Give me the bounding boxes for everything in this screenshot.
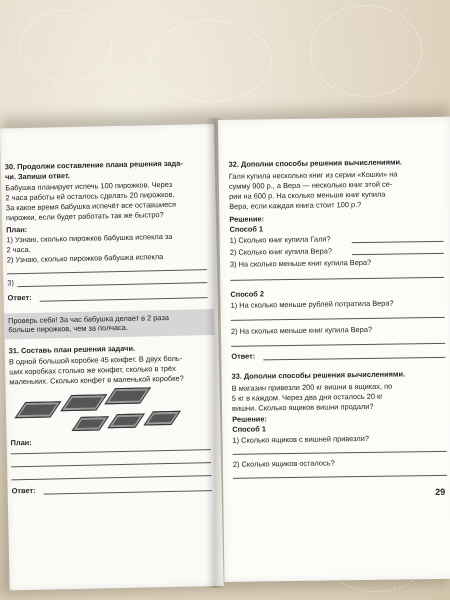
big-box-illustration: [60, 394, 107, 411]
task33-text: вишни. Сколько ящиков вишни продали?: [231, 401, 374, 413]
write-line[interactable]: [352, 241, 444, 243]
big-box-illustration: [104, 387, 151, 404]
write-line[interactable]: [233, 475, 447, 479]
method-2-item: 1) На сколько меньше рублей потратила Вера?: [230, 298, 394, 310]
small-box-illustration: [143, 411, 181, 426]
plan-item: 2 часа.: [6, 244, 31, 255]
method-1-item: 3) На сколько меньше книг купила Вера?: [229, 257, 372, 269]
write-line[interactable]: [230, 277, 444, 281]
solution-label: Решение:: [229, 214, 265, 224]
method-2-label: Способ 2: [230, 289, 265, 299]
task32-text: Галя купила несколько книг из серии «Кошки» на: [228, 169, 398, 181]
task32-text: Вера, если каждая книга стоит 100 р.?: [229, 200, 362, 211]
lace-pattern: [150, 20, 272, 102]
left-page: [0, 124, 224, 590]
right-page: [218, 117, 450, 582]
task31-text: В одной большой коробке 45 конфет. В двух боль-: [8, 353, 183, 367]
task33-item: 2) Сколько ящиков осталось?: [232, 458, 335, 469]
write-line[interactable]: [17, 282, 207, 287]
method-2-item: 2) На сколько меньше книг купила Вера?: [230, 324, 373, 336]
lace-pattern: [20, 10, 112, 82]
answer-line[interactable]: [40, 297, 208, 302]
plan-label-2: План:: [10, 437, 32, 448]
small-box-illustration: [71, 416, 109, 431]
write-line[interactable]: [11, 449, 211, 454]
task33-item: 1) Сколько ящиков с вишней привезли?: [232, 433, 370, 445]
big-box-illustration: [15, 401, 62, 418]
plan-item: 1) Узнаю, сколько пирожков бабушка испекла за: [6, 231, 173, 245]
check-text: Проверь себя! За час бабушка делает в 2 раза: [7, 312, 169, 326]
plan-item: 2) Узнаю, сколько пирожков бабушка испекла: [6, 252, 164, 265]
write-line[interactable]: [11, 462, 211, 467]
task30-title: 30. Продолжи составление плана решения зада-: [4, 158, 183, 172]
answer-line[interactable]: [44, 490, 212, 495]
method-1-label: Способ 1: [229, 224, 264, 234]
task32-title: 32. Дополни способы решения вычислениями.: [228, 157, 403, 169]
write-line[interactable]: [231, 317, 445, 321]
small-box-illustration: [107, 414, 145, 429]
page-number: 29: [435, 486, 446, 498]
write-line[interactable]: [352, 253, 444, 255]
task30-text: За какое время бабушка испечёт все оставшиеся: [5, 199, 177, 213]
task33-text: В магазин привезли 200 кг вишни в ящиках, по: [231, 381, 393, 393]
task30-text: пирожки, если будет работать так же быстро?: [5, 210, 164, 223]
method-1-item: 1) Сколько книг купила Галя?: [229, 234, 331, 245]
task31-title: 31. Составь план решения задачи.: [8, 343, 136, 356]
task33-text: 5 кг в каждом. Через два дня осталось 20 кг: [231, 391, 383, 403]
task30-title-cont: чи. Запиши ответ.: [4, 171, 71, 182]
write-line[interactable]: [231, 343, 445, 347]
task30-text: Бабушка планирует испечь 100 пирожков. Через: [5, 179, 173, 193]
task31-text: ших коробках столько же конфет, сколько в трёх: [9, 363, 176, 377]
answer-label: Ответ:: [7, 292, 32, 303]
task32-text: сумму 900 р., а Вера — несколько книг этой се-: [228, 179, 393, 191]
method-1b-label: Способ 1: [232, 424, 266, 434]
write-line[interactable]: [233, 451, 447, 455]
task32-text: рии на 600 р. На сколько меньше книг купила: [229, 189, 386, 201]
task33-title: 33. Дополни способы решения вычислениями.: [231, 369, 406, 381]
method-1-item: 2) Сколько книг купила Вера?: [229, 246, 332, 257]
answer-label-2: Ответ:: [11, 485, 36, 496]
plan-label: План:: [6, 224, 28, 235]
solution-label-2: Решение:: [232, 414, 267, 424]
write-line[interactable]: [7, 269, 207, 274]
task31-text: маленьких. Сколько конфет в маленькой коробке?: [9, 373, 184, 387]
answer-label: Ответ:: [231, 351, 256, 361]
check-box: [4, 309, 214, 339]
check-text: больше пирожков, чем за полчаса.: [8, 323, 129, 335]
lace-pattern: [310, 5, 422, 97]
answer-line[interactable]: [263, 357, 445, 361]
task30-text: 2 часа работы ей осталось сделать 20 пирожков.: [5, 189, 175, 203]
item-3: 3): [7, 278, 14, 288]
write-line[interactable]: [11, 475, 211, 480]
